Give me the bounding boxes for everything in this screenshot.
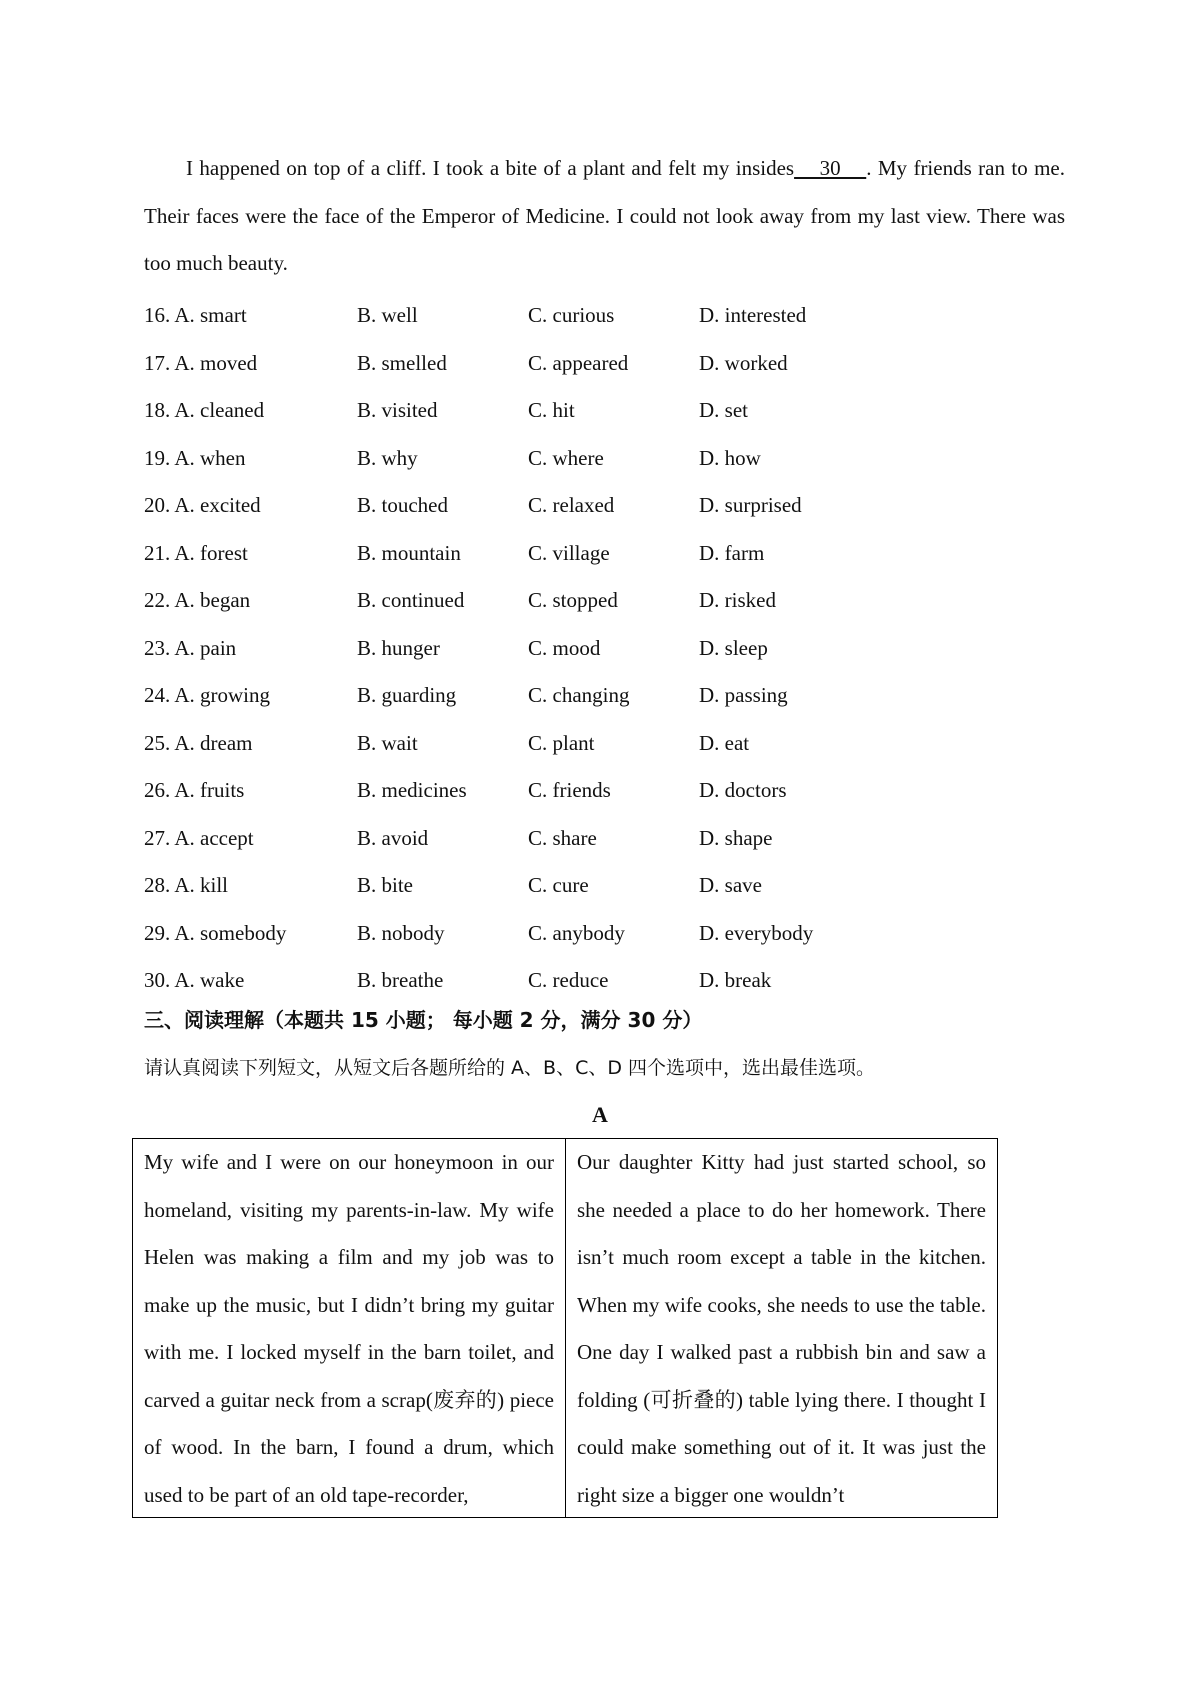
question-row — [144, 530, 904, 578]
option-a: 20. A. excited — [144, 493, 261, 517]
question-row — [144, 957, 904, 1005]
option-d: D. interested — [699, 303, 807, 327]
option-d: D. surprised — [699, 493, 802, 517]
option-d: D. farm — [699, 540, 765, 565]
option-d: D. sleep — [699, 635, 768, 660]
option-a: 27. A. accept — [144, 825, 254, 850]
option-a: 17. A. moved — [144, 350, 258, 375]
reading-passage-table — [132, 1138, 998, 1518]
option-c: C. appeared — [528, 350, 629, 375]
option-a: 18. A. cleaned — [144, 398, 265, 422]
question-row — [144, 862, 904, 910]
option-d: D. passing — [699, 683, 788, 707]
question-row — [144, 672, 904, 720]
question-row — [144, 435, 904, 483]
option-b: B. smelled — [357, 350, 447, 375]
option-b: B. bite — [357, 873, 413, 897]
option-d: D. set — [699, 398, 748, 422]
option-d: D. eat — [699, 730, 750, 755]
option-d: D. doctors — [699, 778, 787, 802]
question-row — [144, 340, 904, 388]
cloze-options-list — [144, 292, 904, 1005]
option-c: C. curious — [528, 303, 615, 327]
option-b: B. why — [357, 445, 418, 470]
question-row — [144, 387, 904, 435]
section-instruction: 请认真阅读下列短文，从短文后各题所给的 A、B、C、D 四个选项中，选出最佳选项。 — [144, 1057, 876, 1079]
option-a: 30. A. wake — [144, 968, 245, 992]
option-b: B. well — [357, 303, 418, 327]
option-a: 25. A. dream — [144, 730, 253, 755]
option-c: C. plant — [528, 730, 595, 755]
option-a: 26. A. fruits — [144, 778, 245, 802]
section-heading-reading: 三、阅读理解（本题共 15 小题； 每小题 2 分，满分 30 分） — [144, 1008, 703, 1032]
option-c: C. hit — [528, 398, 575, 422]
question-row — [144, 482, 904, 530]
option-c: C. changing — [528, 683, 630, 707]
option-d: D. how — [699, 445, 761, 470]
option-b: B. guarding — [357, 683, 457, 707]
cloze-passage-ending — [144, 145, 1065, 288]
question-row — [144, 767, 904, 815]
option-d: D. shape — [699, 825, 773, 850]
option-c: C. anybody — [528, 920, 625, 945]
question-row — [144, 577, 904, 625]
option-b: B. breathe — [357, 968, 444, 992]
option-b: B. avoid — [357, 825, 429, 850]
question-row — [144, 815, 904, 863]
passage-label-a: A — [592, 1102, 608, 1127]
option-a: 24. A. growing — [144, 683, 270, 707]
option-c: C. relaxed — [528, 493, 615, 517]
option-a: 19. A. when — [144, 445, 246, 470]
passage-text-before-blank: I happened on top of a cliff. I took a bite of a plant and felt my insides — [186, 156, 795, 180]
option-c: C. cure — [528, 873, 589, 897]
option-b: B. nobody — [357, 920, 445, 945]
option-d: D. break — [699, 968, 772, 992]
option-a: 22. A. began — [144, 588, 251, 612]
option-a: 21. A. forest — [144, 540, 248, 565]
option-b: B. wait — [357, 730, 418, 755]
reading-column-left: My wife and I were on our honeymoon in our homeland, visiting my parents-in-law. My wife Helen was making a film and my job was to make up the music, but I didn’t bring my guitar with me. I locked myself in the barn toilet, and carved a guitar neck from a scrap(废弃的) piece of wood. In the barn, I found a drum, which used to be part of an old tape-recorder, — [144, 1150, 554, 1507]
option-a: 28. A. kill — [144, 873, 229, 897]
question-row — [144, 720, 904, 768]
option-c: C. share — [528, 825, 597, 850]
option-d: D. risked — [699, 588, 776, 612]
passage-text-after-blank: . My friends ran to me. Their faces were the face of the Emperor of Medicine. I could not look away from my last view. There was too much beauty. — [144, 156, 1065, 275]
option-d: D. worked — [699, 350, 788, 375]
option-c: C. mood — [528, 635, 601, 660]
option-c: C. stopped — [528, 588, 618, 612]
option-c: C. where — [528, 445, 604, 470]
option-d: D. everybody — [699, 920, 814, 945]
reading-column-right: Our daughter Kitty had just started school, so she needed a place to do her homework. There isn’t much room except a table in the kitchen. When my wife cooks, she needs to use the table. One day I walked past a rubbish bin and saw a folding (可折叠的) table lying there. I thought I could make something out of it. It was just the right size a bigger one wouldn’t — [565, 1139, 997, 1517]
option-a: 16. A. smart — [144, 303, 247, 327]
option-b: B. medicines — [357, 778, 467, 802]
question-row — [144, 625, 904, 673]
option-c: C. village — [528, 540, 610, 565]
option-a: 23. A. pain — [144, 635, 237, 660]
option-d: D. save — [699, 873, 762, 897]
question-row — [144, 910, 904, 958]
option-c: C. reduce — [528, 968, 609, 992]
option-b: B. hunger — [357, 635, 440, 660]
option-b: B. mountain — [357, 540, 461, 565]
option-b: B. visited — [357, 398, 438, 422]
question-row — [144, 292, 904, 340]
option-b: B. touched — [357, 493, 448, 517]
blank-30: 30 — [794, 156, 867, 180]
option-b: B. continued — [357, 588, 465, 612]
option-a: 29. A. somebody — [144, 920, 287, 945]
option-c: C. friends — [528, 778, 611, 802]
